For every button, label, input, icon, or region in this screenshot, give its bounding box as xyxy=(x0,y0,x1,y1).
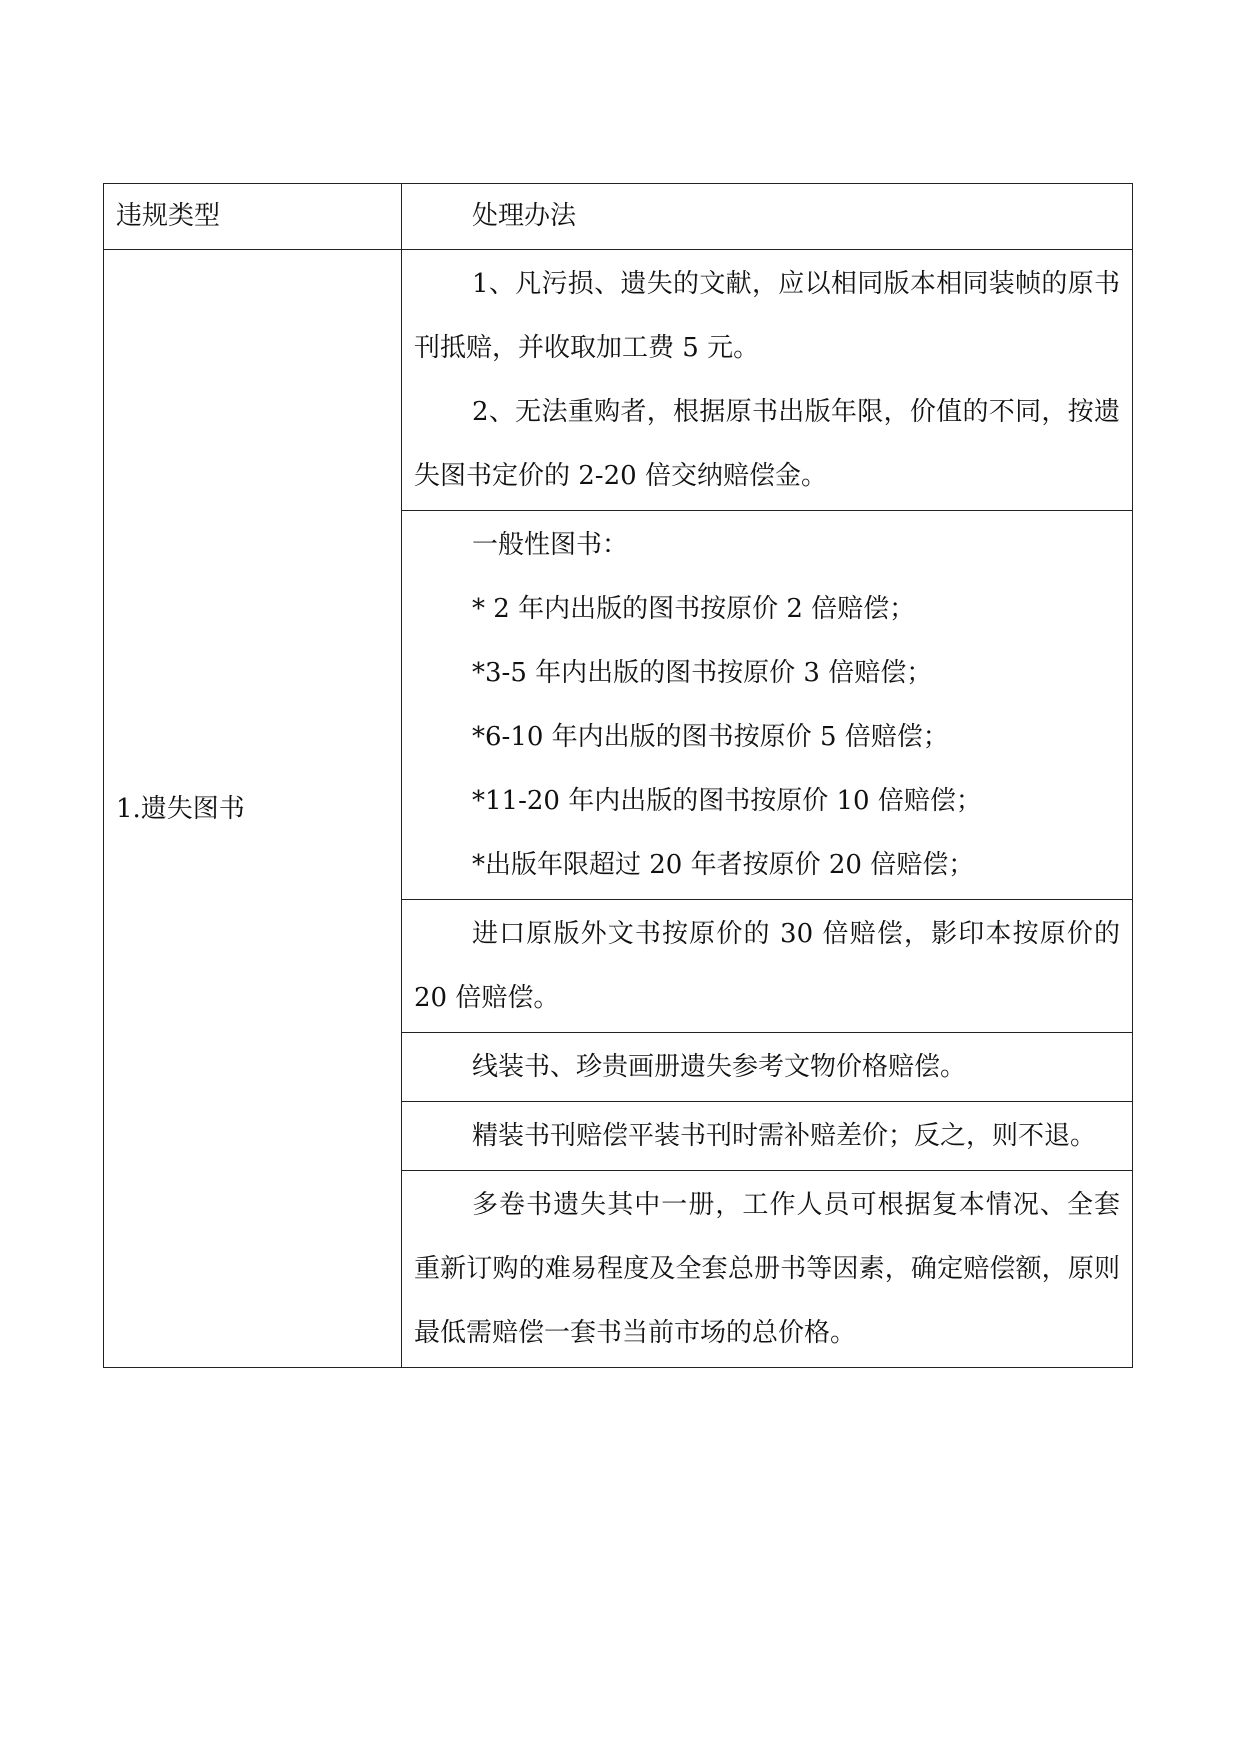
handling-section-2 xyxy=(402,511,1133,900)
violation-rules-table xyxy=(103,183,1133,1368)
handling-section-4 xyxy=(402,1033,1133,1102)
table-row xyxy=(104,250,1133,511)
header-handling-method: 处理办法 xyxy=(402,184,1133,250)
section-paragraph: 多卷书遗失其中一册，工作人员可根据复本情况、全套重新订购的难易程度及全套总册书等因素，确定赔偿额，原则最低需赔偿一套书当前市场的总价格。 xyxy=(414,1190,1120,1348)
handling-section-1 xyxy=(402,250,1133,511)
section-line: *3-5 年内出版的图书按原价 3 倍赔偿； xyxy=(472,658,933,688)
section-line: *6-10 年内出版的图书按原价 5 倍赔偿； xyxy=(472,722,949,752)
section-paragraph: 进口原版外文书按原价的 30 倍赔偿，影印本按原价的 20 倍赔偿。 xyxy=(414,919,1120,1013)
handling-section-5 xyxy=(402,1102,1133,1171)
handling-section-3 xyxy=(402,900,1133,1033)
header-violation-type: 违规类型 xyxy=(104,184,402,250)
section-paragraph: 1、凡污损、遗失的文献，应以相同版本相同装帧的原书刊抵赔，并收取加工费 5 元。 xyxy=(414,269,1120,363)
handling-section-6 xyxy=(402,1171,1133,1368)
section-paragraph: 精装书刊赔偿平装书刊时需补赔差价；反之，则不退。 xyxy=(472,1121,1097,1151)
section-line: *11-20 年内出版的图书按原价 10 倍赔偿； xyxy=(472,786,982,816)
section-paragraph: 线装书、珍贵画册遗失参考文物价格赔偿。 xyxy=(472,1052,967,1082)
section-line: 一般性图书： xyxy=(472,530,629,560)
violation-type-cell: 1.遗失图书 xyxy=(104,250,402,1368)
table-header-row xyxy=(104,184,1133,250)
section-paragraph: 2、无法重购者，根据原书出版年限，价值的不同，按遗失图书定价的 2-20 倍交纳赔偿金。 xyxy=(414,397,1120,491)
section-line: *出版年限超过 20 年者按原价 20 倍赔偿； xyxy=(472,850,975,880)
section-line: * 2 年内出版的图书按原价 2 倍赔偿； xyxy=(472,594,916,624)
